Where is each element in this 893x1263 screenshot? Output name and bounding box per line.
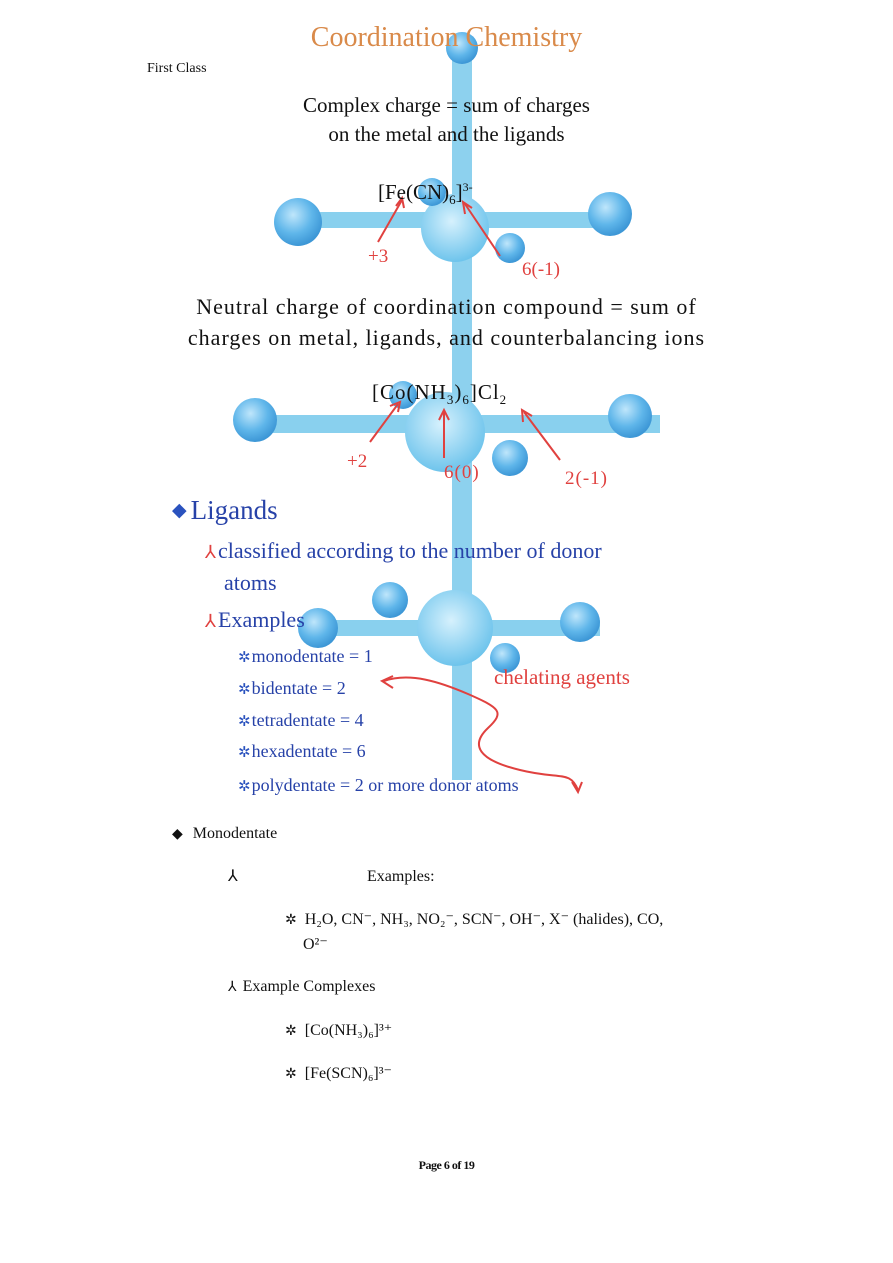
list-item: ✲bidentate = 2 bbox=[238, 678, 346, 698]
list-item: ✲hexadentate = 6 bbox=[238, 741, 366, 761]
triangle-bullet-icon: ⅄ bbox=[205, 611, 216, 631]
charge-rule-line1: Complex charge = sum of charges bbox=[303, 93, 590, 117]
monodentate-examples-list-cont: O²⁻ bbox=[303, 936, 328, 953]
asterisk-bullet-icon: ✲ bbox=[238, 714, 251, 730]
asterisk-bullet-icon: ✲ bbox=[238, 650, 251, 666]
ligands-point-classified-cont: atoms bbox=[224, 570, 277, 595]
example-complexes-label: ⅄ Example Complexes bbox=[228, 978, 376, 995]
co-nh3-formula: $[Co(NH_3)_6]Cl_2$ bbox=[372, 380, 508, 408]
example-complex-item: ✲ [Co(NH₃)₆]³⁺ bbox=[285, 1022, 393, 1039]
co-metal-charge: +2 bbox=[347, 451, 368, 472]
diamond-bullet-icon: ◆ bbox=[172, 827, 183, 842]
monodentate-examples-list: ✲ H₂O, CN⁻, NH₃, NO₂⁻, SCN⁻, OH⁻, X⁻ (halides), CO, bbox=[285, 911, 664, 928]
example-complex-item: ✲ [Fe(SCN)₆]³⁻ bbox=[285, 1065, 392, 1082]
ligands-heading: ◆ Ligands bbox=[172, 495, 278, 525]
class-label: First Class bbox=[147, 61, 207, 76]
ligands-examples-label: ⅄Examples bbox=[205, 607, 305, 632]
monodentate-heading: ◆ Monodentate bbox=[172, 825, 278, 842]
fe-cn-formula: $[Fe(CN)_6]^{3-}$ bbox=[378, 180, 473, 208]
page-number: Page 6 of 19 bbox=[418, 1158, 475, 1172]
document-title: Coordination Chemistry bbox=[310, 22, 583, 53]
triangle-bullet-icon: ⅄ bbox=[205, 542, 216, 562]
ligands-point-classified: ⅄classified according to the number of donor bbox=[205, 538, 602, 563]
diamond-bullet-icon: ◆ bbox=[172, 500, 187, 521]
neutral-rule-line1: Neutral charge of coordination compound = sum of bbox=[196, 294, 697, 319]
triangle-bullet-icon: ⅄ bbox=[228, 868, 238, 885]
list-item: ✲monodentate = 1 bbox=[238, 646, 373, 666]
asterisk-bullet-icon: ✲ bbox=[285, 1067, 297, 1082]
list-item: ✲tetradentate = 4 bbox=[238, 710, 364, 730]
nh3-ligand-charge: 6(0) bbox=[444, 462, 480, 483]
triangle-bullet-icon: ⅄ bbox=[228, 980, 237, 995]
asterisk-bullet-icon: ✲ bbox=[285, 913, 297, 928]
cn-ligand-charge: 6(-1) bbox=[522, 259, 560, 280]
fe-metal-charge: +3 bbox=[368, 246, 389, 267]
monodentate-examples-label: Examples: bbox=[367, 868, 435, 885]
asterisk-bullet-icon: ✲ bbox=[238, 779, 251, 795]
chelating-agents-annotation: chelating agents bbox=[494, 665, 630, 689]
list-item: ✲polydentate = 2 or more donor atoms bbox=[238, 775, 519, 795]
asterisk-bullet-icon: ✲ bbox=[285, 1024, 297, 1039]
asterisk-bullet-icon: ✲ bbox=[238, 682, 251, 698]
asterisk-bullet-icon: ✲ bbox=[238, 745, 251, 761]
cl-counter-charge: 2(-1) bbox=[565, 468, 608, 489]
charge-rule-line2: on the metal and the ligands bbox=[328, 122, 565, 146]
neutral-rule-line2: charges on metal, ligands, and counterbalancing ions bbox=[187, 325, 706, 350]
